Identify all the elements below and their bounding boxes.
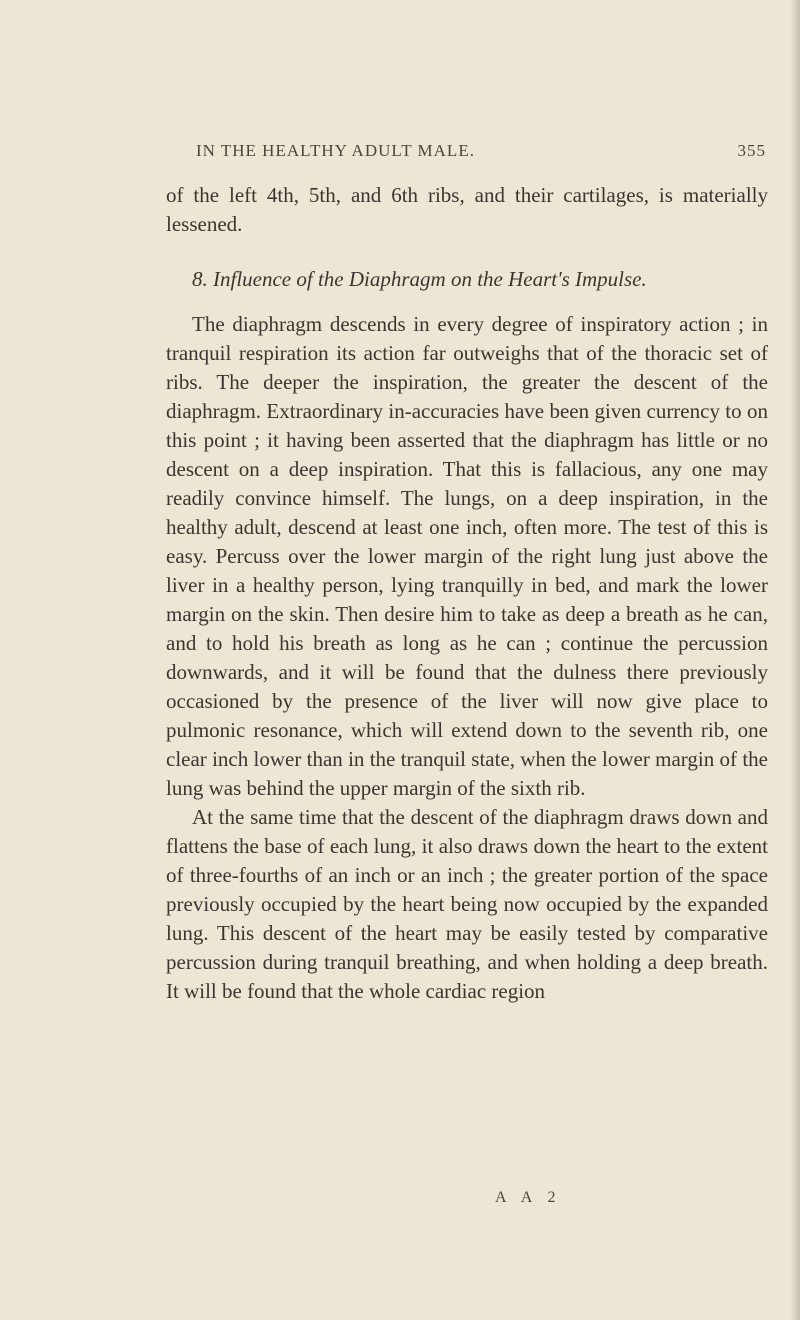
running-header bbox=[166, 141, 766, 165]
continuation-paragraph: of the left 4th, 5th, and 6th ribs, and their cartilages, is materially lessened. bbox=[166, 183, 768, 236]
page-fold-shadow bbox=[790, 0, 800, 1320]
section-heading: 8. Influence of the Diaphragm on the Heart's Impulse. bbox=[192, 267, 647, 291]
paragraph-1: The diaphragm descends in every degree of inspiratory action ; in tranquil respiration its action far outweighs that of the thoracic set of ribs. The deeper the inspiration, the greater the descent of the diaphragm. Extraordinary in-accuracies have been given currency to on this point ; it having been asserted that the diaphragm has little or no descent on a deep inspiration. That this is fallacious, any one may readily convince himself. The lungs, on a deep inspiration, in the healthy adult, descend at least one inch, often more. The test of this is easy. Percuss over the lower margin of the right lung just above the liver in a healthy person, lying tranquilly in bed, and mark the lower margin on the skin. Then desire him to take as deep a breath as he can, and to hold his breath as long as he can ; continue the percussion downwards, and it will be found that the dulness there previously occasioned by the presence of the liver will now give place to pulmonic resonance, which will extend down to the seventh rib, one clear inch lower than in the tranquil state, when the lower margin of the lung was behind the upper margin of the sixth rib. bbox=[166, 312, 768, 800]
page-number: 355 bbox=[737, 141, 766, 160]
paragraph-2: At the same time that the descent of the diaphragm draws down and flattens the base of each lung, it also draws down the heart to the extent of three-fourths of an inch or an inch ; the greater portion of the space previously occupied by the heart being now occupied by the expanded lung. This descent of the heart may be easily tested by comparative percussion during tranquil breathing, and when holding a deep breath. It will be found that the whole cardiac region bbox=[166, 805, 768, 1003]
running-title: IN THE HEALTHY ADULT MALE. bbox=[196, 141, 475, 160]
signature-mark: A A 2 bbox=[495, 1189, 562, 1206]
body-text bbox=[166, 181, 768, 1006]
